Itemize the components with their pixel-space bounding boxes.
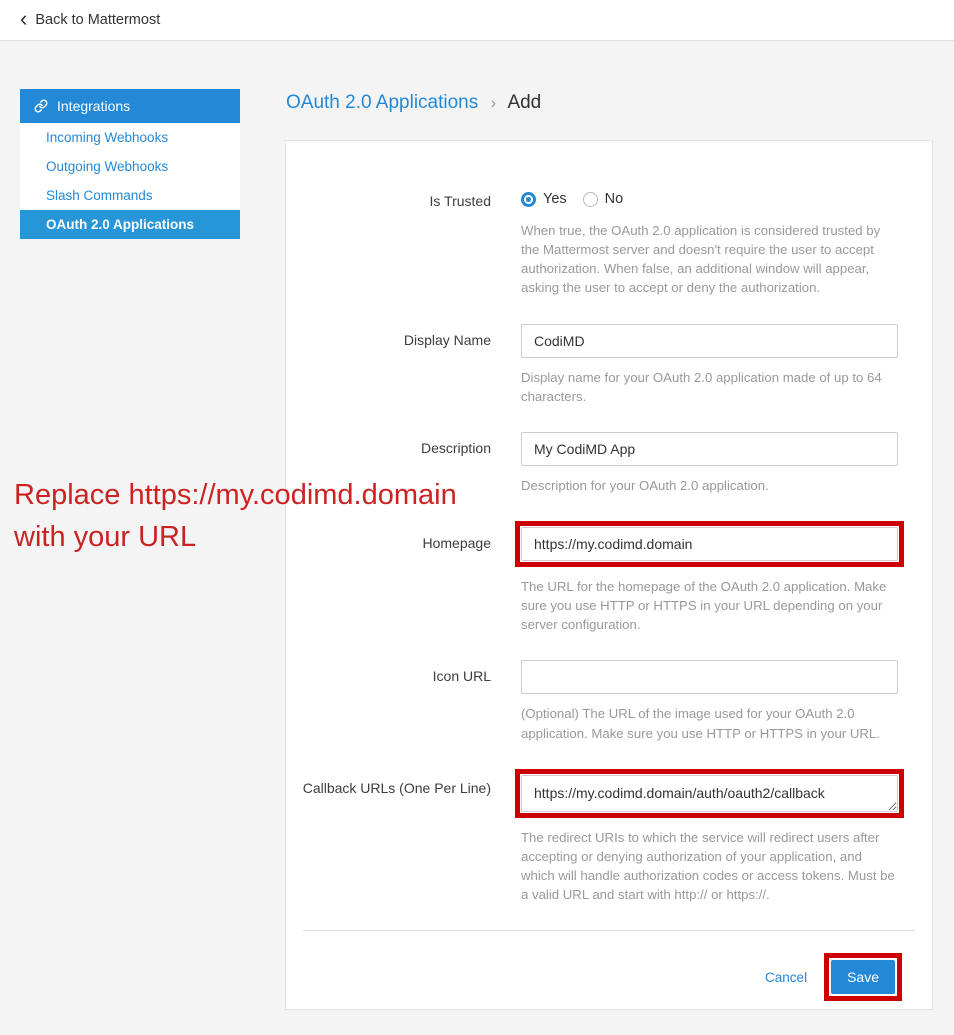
is-trusted-label: Is Trusted bbox=[429, 193, 491, 209]
description-input[interactable] bbox=[521, 432, 898, 466]
icon-url-label: Icon URL bbox=[432, 668, 491, 685]
callback-urls-textarea[interactable] bbox=[521, 775, 898, 812]
homepage-highlight-box bbox=[515, 521, 904, 567]
annotation-replace-url-note bbox=[14, 474, 457, 558]
homepage-help-text: The URL for the homepage of the OAuth 2.0 application. Make sure you use HTTP or HTTPS in your URL depending on your server configuration. bbox=[521, 578, 887, 633]
form-row-display-name bbox=[286, 324, 932, 406]
sidebar-item-label: Incoming Webhooks bbox=[46, 130, 169, 145]
is-trusted-yes-radio[interactable] bbox=[521, 191, 567, 207]
sidebar-list bbox=[20, 123, 240, 239]
sidebar-item-outgoing-webhooks[interactable] bbox=[20, 152, 240, 181]
chevron-left-icon: ‹ bbox=[20, 5, 28, 31]
is-trusted-radio-group bbox=[521, 185, 898, 207]
description-label: Description bbox=[420, 439, 491, 456]
cancel-button[interactable]: Cancel bbox=[765, 969, 808, 985]
sidebar-header-integrations[interactable] bbox=[20, 89, 240, 123]
homepage-input[interactable] bbox=[521, 527, 898, 561]
sidebar-header-label: Integrations bbox=[57, 98, 131, 114]
save-highlight-box bbox=[824, 953, 902, 1001]
breadcrumb-oauth-applications-link[interactable]: OAuth 2.0 Applications bbox=[286, 92, 479, 113]
breadcrumb-current-add: Add bbox=[507, 92, 542, 113]
form-row-callback-urls bbox=[286, 769, 932, 905]
radio-unselected-icon bbox=[583, 192, 598, 207]
homepage-label: Homepage bbox=[422, 534, 491, 551]
radio-yes-label: Yes bbox=[543, 191, 567, 207]
sidebar-item-slash-commands[interactable] bbox=[20, 181, 240, 210]
callback-urls-highlight-box bbox=[515, 769, 904, 818]
breadcrumb-separator: › bbox=[490, 93, 497, 112]
radio-selected-icon bbox=[521, 192, 536, 207]
sidebar-item-oauth-applications[interactable] bbox=[20, 210, 240, 239]
integrations-sidebar bbox=[20, 89, 240, 239]
add-oauth-app-form-panel bbox=[285, 140, 933, 1010]
breadcrumb bbox=[286, 92, 541, 114]
annotation-line-2: with your URL bbox=[14, 521, 197, 554]
sidebar-item-label: OAuth 2.0 Applications bbox=[46, 217, 195, 232]
back-link-label: Back to Mattermost bbox=[35, 12, 161, 28]
form-row-is-trusted bbox=[286, 185, 932, 298]
sidebar-item-label: Outgoing Webhooks bbox=[46, 159, 169, 174]
icon-url-help-text: (Optional) The URL of the image used for your OAuth 2.0 application. Make sure you use HTTP or HTTPS in your URL. bbox=[521, 706, 880, 741]
save-button[interactable]: Save bbox=[831, 960, 895, 994]
is-trusted-help-text: When true, the OAuth 2.0 application is considered trusted by the Mattermost server and doesn't require the user to accept authorization. When false, an additional window will appear, asking the user to accept or deny the authorization. bbox=[521, 223, 881, 296]
radio-no-label: No bbox=[604, 191, 624, 207]
form-row-icon-url bbox=[286, 660, 932, 742]
display-name-input[interactable] bbox=[521, 324, 898, 358]
sidebar-item-label: Slash Commands bbox=[46, 188, 153, 203]
callback-urls-help-text: The redirect URIs to which the service will redirect users after accepting or denying authorization of your application, and which will handle authorization codes or access tokens. Must be a valid URL and start with http:// or https://. bbox=[521, 829, 895, 903]
callback-urls-label: Callback URLs (One Per Line) bbox=[302, 779, 491, 796]
display-name-label: Display Name bbox=[403, 331, 491, 348]
link-icon bbox=[34, 99, 48, 113]
sidebar-item-incoming-webhooks[interactable] bbox=[20, 123, 240, 152]
back-to-mattermost-link[interactable] bbox=[20, 5, 161, 31]
is-trusted-no-radio[interactable] bbox=[583, 191, 624, 207]
top-bar bbox=[0, 0, 954, 41]
form-footer bbox=[286, 931, 932, 994]
annotation-line-1: Replace https://my.codimd.domain bbox=[14, 479, 457, 511]
description-help-text: Description for your OAuth 2.0 application. bbox=[521, 477, 769, 493]
icon-url-input[interactable] bbox=[521, 660, 898, 694]
display-name-help-text: Display name for your OAuth 2.0 application made of up to 64 characters. bbox=[521, 369, 882, 404]
